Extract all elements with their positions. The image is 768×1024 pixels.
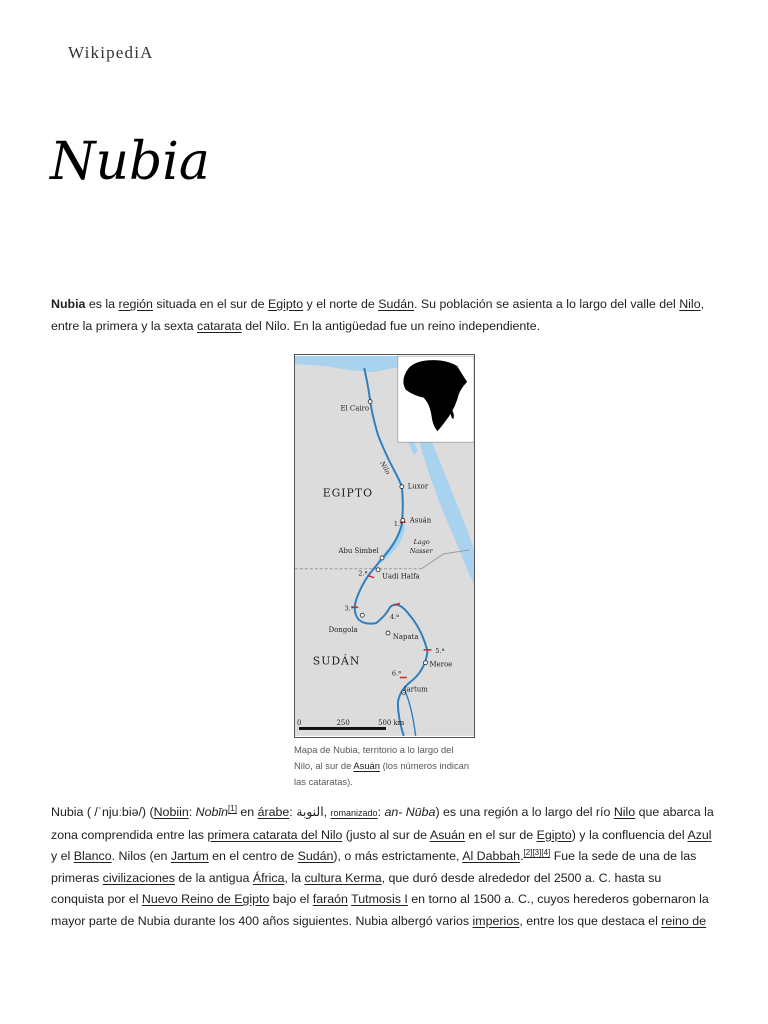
map-label-sudan: SUDÁN (312, 654, 361, 668)
bold-term: Nubia (51, 297, 86, 311)
link-africa[interactable]: África (252, 870, 285, 885)
map-caption: Mapa de Nubia, territorio a lo largo del Nilo, al sur de Asuán (los números indican las cataratas). (294, 744, 470, 787)
nubia-map[interactable] (294, 354, 475, 738)
link-jartum[interactable]: Jartum (170, 849, 209, 863)
map-label-nilo: Nilo (378, 459, 393, 476)
map-scale-500: 500 km (378, 719, 405, 727)
map-label-asuan: Asuán (409, 516, 432, 525)
link-romanizado[interactable]: romanizado (330, 808, 378, 818)
link-cultura-kerma[interactable]: cultura Kerma (304, 870, 382, 885)
link-al-dabbah[interactable]: Al Dabbah (462, 849, 521, 863)
map-label-meroe: Meroe (429, 660, 453, 669)
link-catarata[interactable]: catarata (197, 318, 242, 333)
map-label-lago: Lago (413, 538, 430, 547)
link-egipto-body[interactable]: Egipto (536, 827, 572, 842)
ref-1[interactable]: [1] (228, 803, 237, 813)
map-label-dongola: Dongola (328, 626, 358, 635)
map-label-luxor: Luxor (407, 482, 429, 491)
ref-3[interactable]: [3] (532, 847, 542, 857)
map-label-abu-simbel: Abu Simbel (338, 546, 379, 555)
intro-paragraph: Nubia es la región situada en el sur de Egipto y el norte de Sudán. Su población se asienta a lo largo del valle del Nilo, entre la primera y la sexta catarata del Nilo. En la antigüedad fue un reino independiente. (51, 297, 705, 333)
map-label-napata: Napata (392, 632, 419, 641)
map-label-c2: 2.ª (358, 569, 368, 578)
wikipedia-logo[interactable]: WikipediA (68, 43, 154, 62)
link-civilizaciones[interactable]: civilizaciones (102, 870, 175, 885)
link-arabe[interactable]: árabe (257, 805, 290, 819)
map-label-uadi-halfa: Uadi Halfa (382, 572, 420, 581)
map-label-c4: 4.ª (389, 613, 400, 622)
link-sudan[interactable]: Sudán (378, 297, 415, 311)
link-azul[interactable]: Azul (687, 827, 712, 842)
map-label-c5: 5.ª (435, 646, 445, 655)
page-title: Nubia (50, 132, 210, 192)
link-nobiin[interactable]: Nobiin (153, 805, 189, 819)
map-label-cairo: El Cairo (340, 404, 370, 413)
map-figure (294, 354, 475, 790)
map-label-egipto: EGIPTO (322, 486, 373, 500)
link-nuevo-reino[interactable]: Nuevo Reino de Egipto (141, 892, 270, 906)
link-faraon[interactable]: faraón (312, 892, 348, 906)
link-nilo[interactable]: Nilo (679, 297, 701, 311)
map-label-c1: 1.ª (393, 520, 404, 529)
link-primera-catarata[interactable]: primera catarata del Nilo (207, 827, 343, 842)
link-egipto[interactable]: Egipto (267, 297, 304, 311)
map-label-nasser: Nasser (409, 546, 433, 555)
link-region[interactable]: región (118, 297, 153, 311)
map-scale-0: 0 (296, 719, 302, 727)
map-label-c6: 6.ª (391, 669, 402, 678)
link-sudan-body[interactable]: Sudán (297, 849, 334, 863)
ref-4[interactable]: [4] (541, 847, 551, 857)
map-label-c3: 3.ª (344, 604, 354, 613)
link-reino-de[interactable]: reino de (661, 913, 707, 928)
link-asuan-caption[interactable]: Asuán (353, 760, 380, 771)
link-nilo-body[interactable]: Nilo (613, 805, 636, 819)
map-label-jartum: Jartum (403, 685, 428, 694)
link-blanco[interactable]: Blanco (73, 849, 112, 863)
ref-2[interactable]: [2] (523, 847, 533, 857)
map-scale-250: 250 (336, 719, 350, 727)
link-asuan-body[interactable]: Asuán (429, 827, 465, 842)
link-imperios[interactable]: imperios (472, 913, 520, 928)
body-paragraph: Nubia ( /ˈnjuːbiə/) (Nobiin: Nobīn[1] en árabe: النوبة, romanizado: an- Nūba) es una región a lo largo del río Nilo que abarca la zona comprendida entre las primera catarata del Nilo (justo al sur de Asuán en el sur de Egipto) y la confluencia del Azul y el Blanco. Nilos (en Jartum en el centro de Sudán), o más estrictamente, Al Dabbah.[2][3][4] Fue la sede de una de las primeras civilizaciones de la antigua África, la cultura Kerma, que duró desde alrededor del 2500 a. C. hasta su conquista por el Nuevo Reino de Egipto bajo el faraón Tutmosis I en torno al 1500 a. C., cuyos herederos gobernaron la mayor parte de Nubia durante los 400 años siguientes. Nubia albergó varios imperios, entre los que destaca el reino de (51, 803, 714, 928)
link-tutmosis[interactable]: Tutmosis I (351, 892, 408, 906)
